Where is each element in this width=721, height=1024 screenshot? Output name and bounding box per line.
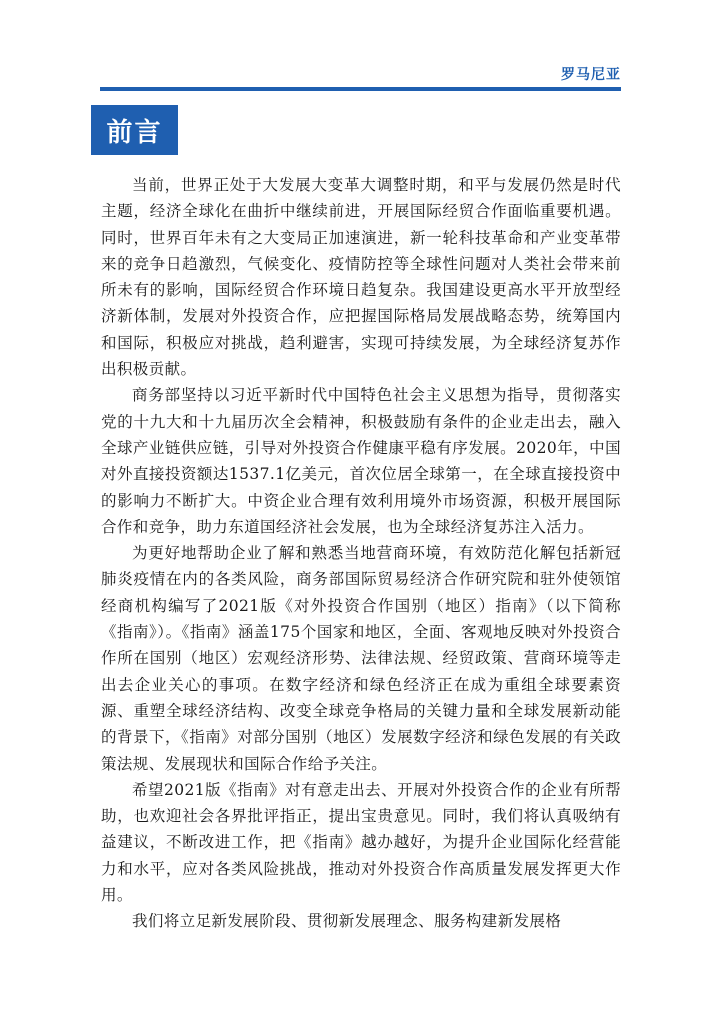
- paragraph: 我们将立足新发展阶段、贯彻新发展理念、服务构建新发展格: [132, 912, 562, 931]
- paragraph: 当前，世界正处于大发展大变革大调整时期，和平与发展仍然是时代主题，经济全球化在曲折中继续前进，开展国际经贸合作面临重要机遇。同时，世界百年未有之大变局正加速演进，新一轮科技革命和产业变革带来的竞争日趋激烈，气候变化、疫情防控等全球性问题对人类社会带来前所未有的影响，国际经贸合作环境日趋复杂。我国建设更高水平开放型经济新体制，发展对外投资合作，应把握国际格局发展战略态势，统筹国内和国际，积极应对挑战，趋利避害，实现可持续发展，为全球经济复苏作出积极贡献。: [101, 176, 621, 379]
- paragraph: 为更好地帮助企业了解和熟悉当地营商环境，有效防范化解包括新冠肺炎疫情在内的各类风险，商务部国际贸易经济合作研究院和驻外使领馆经商机构编写了2021版《对外投资合作国别（地区）指南》（以下简称《指南》）。《指南》涵盖175个国家和地区，全面、客观地反映对外投资合作所在国别（地区）宏观经济形势、法律法规、经贸政策、营商环境等走出去企业关心的事项。在数字经济和绿色经济正在成为重组全球要素资源、重塑全球经济结构、改变全球竞争格局的关键力量和全球发展新动能的背景下，《指南》对部分国别（地区）发展数字经济和绿色发展的有关政策法规、发展现状和国际合作给予关注。: [101, 544, 621, 773]
- paragraph: 希望2021版《指南》对有意走出去、开展对外投资合作的企业有所帮助，也欢迎社会各界批评指正，提出宝贵意见。同时，我们将认真吸纳有益建议，不断改进工作，把《指南》越办越好，为提升企业国际化经营能力和水平，应对各类风险挑战，推动对外投资合作高质量发展发挥更大作用。: [101, 780, 621, 905]
- paragraph: 商务部坚持以习近平新时代中国特色社会主义思想为指导，贯彻落实党的十九大和十九届历次全会精神，积极鼓励有条件的企业走出去，融入全球产业链供应链，引导对外投资合作健康平稳有序发展。2020年，中国对外直接投资额达1537.1亿美元，首次位居全球第一，在全球直接投资中的影响力不断扩大。中资企业合理有效利用境外市场资源，积极开展国际合作和竞争，助力东道国经济社会发展，也为全球经济复苏注入活力。: [101, 386, 621, 536]
- header-divider: [100, 87, 621, 91]
- section-title: 前言: [106, 117, 163, 148]
- section-title-box: [91, 105, 178, 155]
- country-header: 罗马尼亚: [561, 67, 621, 83]
- body-text: [101, 172, 621, 935]
